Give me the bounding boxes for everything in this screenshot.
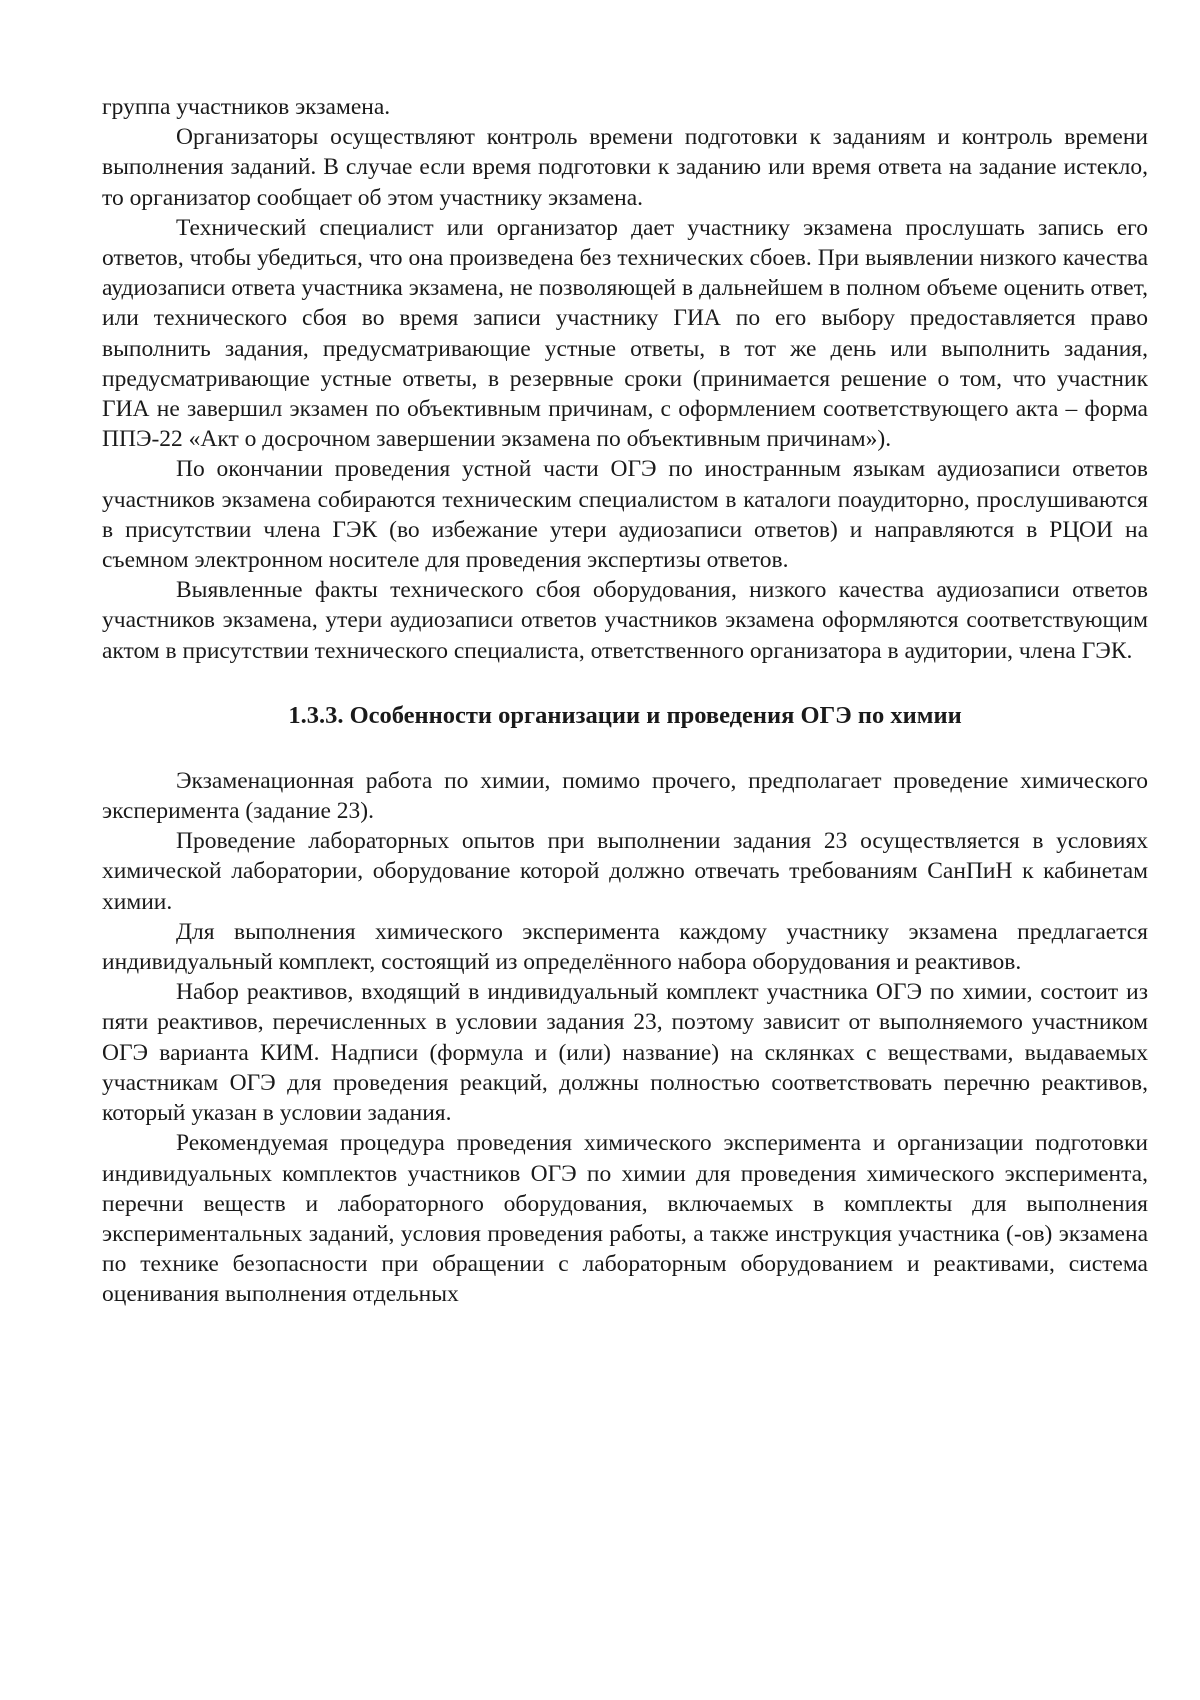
paragraphs-after-heading: [102, 766, 1148, 1310]
paragraph-individual-kit: Для выполнения химического эксперимента каждому участнику экзамена предлагается индивидуальный комплект, состоящий из определённого набора оборудования и реактивов.: [102, 918, 1148, 976]
paragraph-time-control: Организаторы осуществляют контроль времени подготовки к заданиям и контроль времени выполнения заданий. В случае если время подготовки к заданию или время ответа на задание истекло, то организатор сообщает об этом участнику экзамена.: [102, 124, 1148, 211]
paragraph-chem-experiment: Экзаменационная работа по химии, помимо прочего, предполагает проведение химического эксперимента (задание 23).: [102, 767, 1148, 825]
section-heading: 1.3.3. Особенности организации и проведения ОГЭ по химии: [288, 701, 962, 729]
paragraph-audio-collection: По окончании проведения устной части ОГЭ по иностранным языкам аудиозаписи ответов участников экзамена собираются техническим специалистом в каталоги поаудиторно, прослушиваются в присутствии члена ГЭК (во избежание утери аудиозаписи ответов) и направляются в РЦОИ на съемном электронном носителе для проведения экспертизы ответов.: [102, 456, 1148, 574]
paragraph-lab-conditions: Проведение лабораторных опытов при выполнении задания 23 осуществляется в условиях химической лаборатории, оборудование которой должно отвечать требованиям СанПиН к кабинетам химии.: [102, 828, 1148, 915]
paragraph-technical-failures: Выявленные факты технического сбоя оборудования, низкого качества аудиозаписи ответов участников экзамена, утери аудиозаписи ответов участников экзамена оформляются соответствующим актом в присутствии технического специалиста, ответственного организатора в аудитории, члена ГЭК.: [102, 577, 1148, 664]
paragraphs-before-heading: [102, 92, 1148, 666]
paragraph-exam-group: группа участников экзамена.: [102, 94, 391, 120]
paragraph-audio-check: Технический специалист или организатор дает участнику экзамена прослушать запись его ответов, чтобы убедиться, что она произведена без технических сбоев. При выявлении низкого качества аудиозаписи ответа участника экзамена, не позволяющей в дальнейшем в полном объеме оценить ответ, или технического сбоя во время записи участнику ГИА по его выбору предоставляется право выполнить задания, предусматривающие устные ответы, в тот же день или выполнить задания, предусматривающие устные ответы, в резервные сроки (принимается решение о том, что участник ГИА не завершил экзамен по объективным причинам, с оформлением соответствующего акта – форма ППЭ-22 «Акт о досрочном завершении экзамена по объективным причинам»).: [102, 214, 1148, 453]
paragraph-recommended-procedure: Рекомендуемая процедура проведения химического эксперимента и организации подготовки индивидуальных комплектов участников ОГЭ по химии для проведения химического эксперимента, перечни веществ и лабораторного оборудования, включаемых в комплекты для выполнения экспериментальных заданий, условия проведения работы, а также инструкция участника (-ов) экзамена по технике безопасности при обращении с лабораторным оборудованием и реактивами, система оценивания выполнения отдельных: [102, 1130, 1148, 1308]
paragraph-reagent-set: Набор реактивов, входящий в индивидуальный комплект участника ОГЭ по химии, состоит из пяти реактивов, перечисленных в условии задания 23, поэтому зависит от выполняемого участником ОГЭ варианта КИМ. Надписи (формула и (или) название) на склянках с веществами, выдаваемых участникам ОГЭ для проведения реакций, должны полностью соответствовать перечню реактивов, который указан в условии задания.: [102, 979, 1148, 1127]
